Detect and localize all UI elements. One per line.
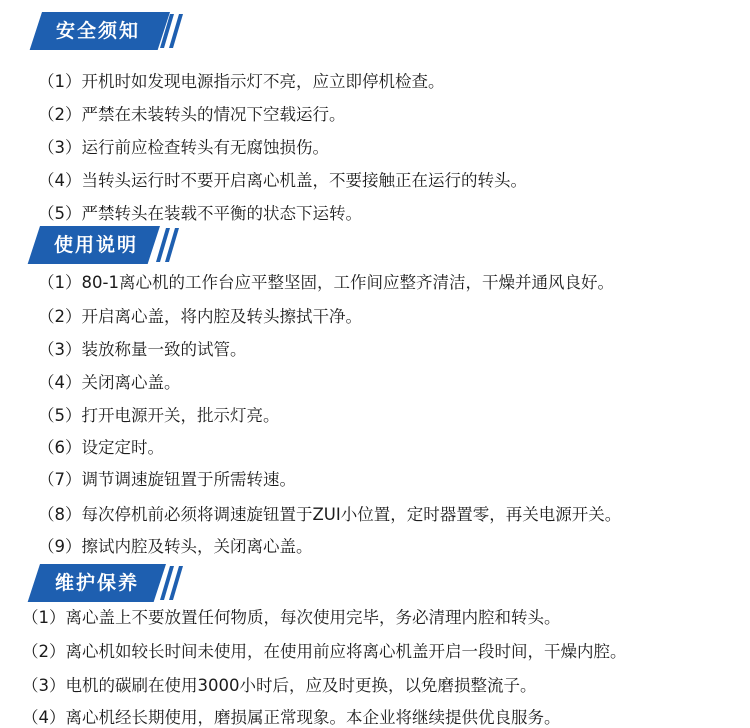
section-header [0, 226, 750, 266]
slash-decoration-icon [160, 566, 190, 600]
list-item: （3）电机的碳刷在使用3000小时后，应及时更换，以免磨损整流子。 [22, 676, 537, 695]
section-header [0, 564, 750, 604]
list-item: （1）80-1离心机的工作台应平整坚固，工作间应整齐清洁，干燥并通风良好。 [38, 273, 614, 292]
list-item: （2）离心机如较长时间未使用，在使用前应将离心机盖开启一段时间，干燥内腔。 [22, 642, 627, 661]
list-item: （4）关闭离心盖。 [38, 373, 181, 392]
section-title: 维护保养 [55, 572, 140, 594]
list-item: （5）严禁转头在装载不平衡的状态下运转。 [38, 204, 362, 223]
list-item: （3）装放称量一致的试管。 [38, 340, 247, 359]
list-item: （3）运行前应检查转头有无腐蚀损伤。 [38, 138, 329, 157]
list-item: （2）严禁在未装转头的情况下空载运行。 [38, 105, 346, 124]
list-item: （8）每次停机前必须将调速旋钮置于ZUI小位置，定时器置零，再关电源开关。 [38, 505, 622, 524]
list-item: （1）开机时如发现电源指示灯不亮，应立即停机检查。 [38, 72, 445, 91]
list-item: （4）离心机经长期使用，磨损属正常现象。本企业将继续提供优良服务。 [22, 708, 561, 727]
list-item: （7）调节调速旋钮置于所需转速。 [38, 470, 296, 489]
list-item: （9）擦试内腔及转头，关闭离心盖。 [38, 537, 313, 556]
list-item: （2）开启离心盖，将内腔及转头擦拭干净。 [38, 307, 362, 326]
list-item: （6）设定定时。 [38, 438, 164, 457]
list-item: （5）打开电源开关，批示灯亮。 [38, 406, 280, 425]
section-title: 使用说明 [54, 234, 139, 256]
list-item: （1）离心盖上不要放置任何物质，每次使用完毕，务必清理内腔和转头。 [22, 608, 561, 627]
section-title: 安全须知 [56, 20, 141, 42]
slash-decoration-icon [156, 228, 186, 262]
list-item: （4）当转头运行时不要开启离心机盖，不要接触正在运行的转头。 [38, 171, 527, 190]
